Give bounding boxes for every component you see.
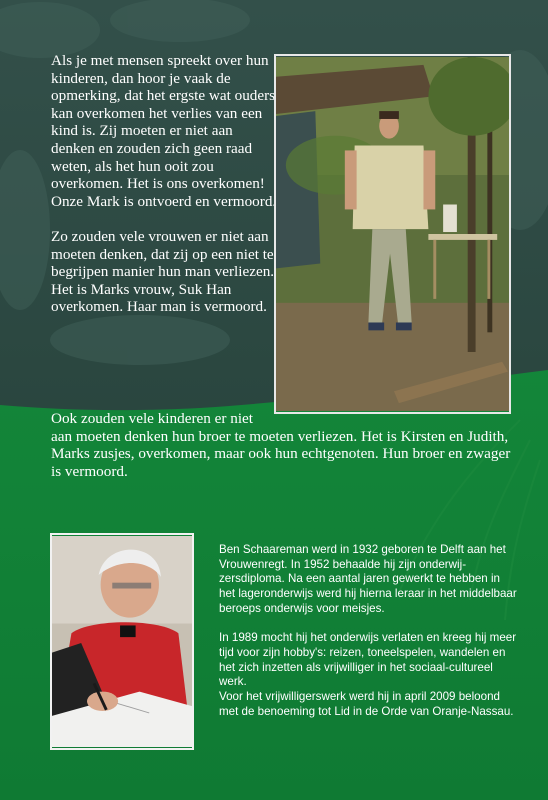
bio-paragraph-2 [219,631,519,719]
intro-paragraph-1-line-1: Als je met mensen spreekt over hun kinderen, dan hoor je vaak de opmerking, dat het ergste wat ouders kan overkomen het verlies van een kind is. Zij moeten er niet aan denken en zouden zich geen raad weten, als het hun ooit zou overkomen. Het is ons overkomen! [51,52,276,193]
intro-text-column [51,52,277,316]
wide-text-block [51,410,521,480]
jungle-photo-image [276,56,509,412]
author-portrait-photo [50,533,194,750]
author-bio [219,543,519,719]
author-portrait-image [52,535,192,748]
intro-paragraph-1 [51,52,277,210]
intro-paragraph-3-rest: aan moeten denken hun broer te moeten verliezen. Het is Kirsten en Judith, Marks zusjes, overkomen, maar ook hun echtgenoten. Hun broer en zwager is vermoord. [51,427,511,480]
bio-paragraph-2-line-2: Voor het vrijwilligerswerk werd hij in april 2009 beloond met de benoeming tot Lid in de Orde van Oranje-Nassau. [219,690,514,718]
jungle-photo [274,54,511,414]
bio-paragraph-1: Ben Schaareman werd in 1932 geboren te Delft aan het Vrouwenregt. In 1952 behaalde hij zijn onderwij-zersdiploma. Na een aantal jaren gewerkt te hebben in het lageronderwijs werd hij hierna leraar in het middelbaar beroeps onderwijs voor meisjes. [219,543,517,615]
intro-paragraph-2: Zo zouden vele vrouwen er niet aan moeten denken, dat zij op een niet te begrijpen manier hun man verliezen. Het is Marks vrouw, Suk Han overkomen. Haar man is vermoord. [51,227,275,316]
intro-paragraph-3-start: Ook zouden vele kinderen er niet [51,410,253,427]
intro-paragraph-1-line-2: Onze Mark is ontvoerd en vermoord. [51,192,277,210]
bio-paragraph-2-line-1: In 1989 mocht hij het onderwijs verlaten en kreeg hij meer tijd voor zijn hobby's: reizen, toneelspelen, wandelen en het zich inzetten als vrijwilliger in het sociaal-cultureel werk. [219,631,517,689]
